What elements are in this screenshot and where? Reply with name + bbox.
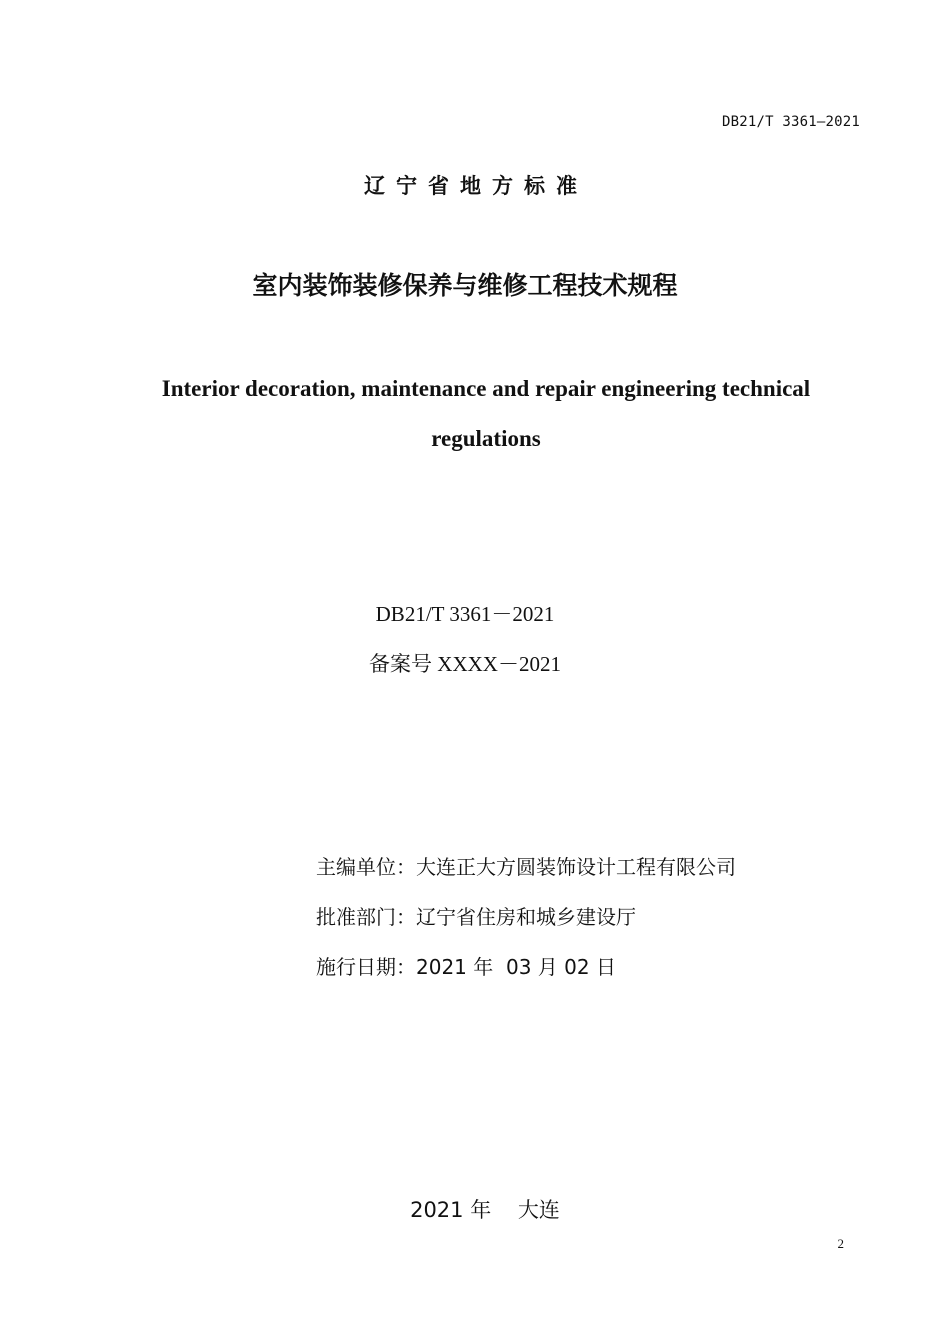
standard-number: DB21/T 3361－2021: [375, 602, 555, 626]
editor-row: [316, 842, 736, 892]
effective-date-value: 2021 年 03 月 02 日: [416, 955, 616, 979]
editor-label: 主编单位：: [316, 855, 416, 879]
editor-value: 大连正大方圆装饰设计工程有限公司: [416, 855, 736, 879]
effective-date-label: 施行日期：: [316, 955, 416, 979]
header-standard-code: DB21/T 3361—2021: [721, 114, 860, 130]
effective-date-row: [316, 942, 736, 992]
approver-label: 批准部门：: [316, 905, 416, 929]
document-title-chinese: 室内装饰装修保养与维修工程技术规程: [252, 271, 678, 300]
page-number: 2: [837, 1236, 844, 1251]
document-title-english: [0, 364, 950, 464]
record-number: 备案号 XXXX－2021: [369, 652, 561, 676]
title-english-line-2: regulations: [431, 426, 541, 451]
approver-row: [316, 892, 736, 942]
publication-info: [316, 842, 736, 992]
title-english-line-1: Interior decoration, maintenance and repair engineering technical: [161, 376, 811, 401]
standard-type-heading: 辽宁省地方标准: [364, 174, 588, 198]
footer-year-place: 2021 年 大连: [410, 1198, 560, 1222]
approver-value: 辽宁省住房和城乡建设厅: [416, 905, 636, 929]
